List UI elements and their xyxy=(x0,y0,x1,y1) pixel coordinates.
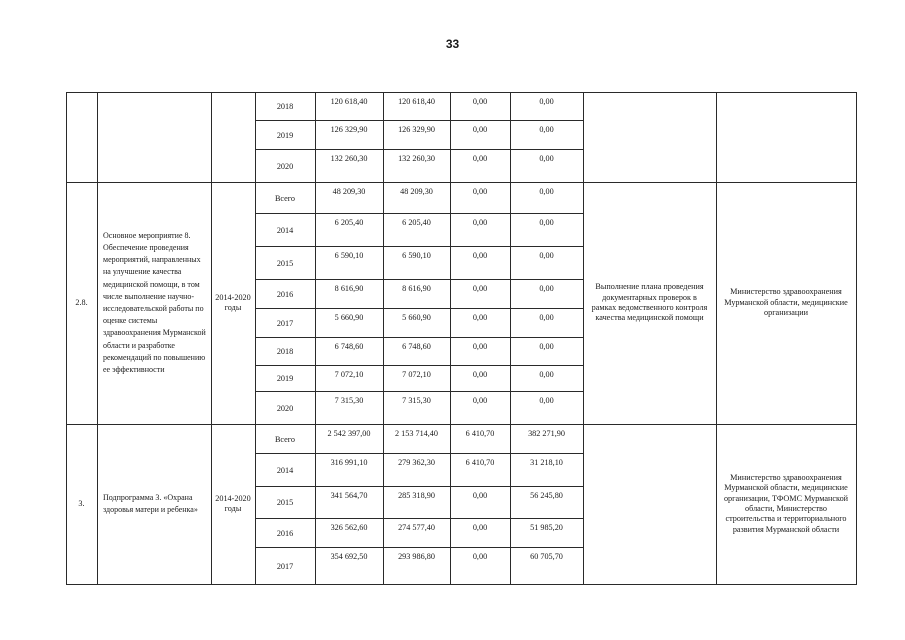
amount-federal: 0,00 xyxy=(472,342,488,351)
year-cell: Всего xyxy=(274,194,296,203)
amount-regional: 293 986,80 xyxy=(398,552,435,561)
amount-other: 0,00 xyxy=(539,187,554,196)
year-cell: 2015 xyxy=(276,498,294,507)
item-result: Выполнение плана проведения документарных проверок в рамках ведомственного контроля качества медицинской помощи xyxy=(591,282,708,323)
amount-other: 0,00 xyxy=(539,154,554,163)
amount-regional: 6 590,10 xyxy=(402,251,431,260)
item-code: 3. xyxy=(78,498,85,508)
amount-federal: 0,00 xyxy=(472,284,488,293)
column-border xyxy=(450,92,451,585)
amount-regional: 48 209,30 xyxy=(400,187,433,196)
amount-other: 382 271,90 xyxy=(528,429,565,438)
amount-federal: 0,00 xyxy=(472,491,488,500)
amount-total: 6 205,40 xyxy=(334,218,364,227)
amount-federal: 0,00 xyxy=(472,552,488,561)
amount-total: 316 991,10 xyxy=(330,458,368,467)
amount-other: 60 705,70 xyxy=(530,552,563,561)
amount-federal: 0,00 xyxy=(472,125,488,134)
page-number: 33 xyxy=(445,37,460,51)
amount-total: 354 692,50 xyxy=(330,552,368,561)
amount-other: 0,00 xyxy=(539,313,554,322)
amount-total: 120 618,40 xyxy=(330,97,368,106)
amount-federal: 0,00 xyxy=(472,396,488,405)
item-executor: Министерство здравоохранения Мурманской области, медицинские организации, ТФОМС Мурманской области, Министерство строительства и территориального развития Мурманской области xyxy=(723,472,849,534)
amount-regional: 132 260,30 xyxy=(398,154,435,163)
row-border xyxy=(255,518,583,519)
year-cell: 2020 xyxy=(276,162,294,171)
amount-regional: 285 318,90 xyxy=(398,491,435,500)
row-border xyxy=(255,547,583,548)
amount-regional: 7 315,30 xyxy=(402,396,431,405)
amount-regional: 120 618,40 xyxy=(398,97,435,106)
column-border xyxy=(255,92,256,585)
amount-regional: 274 577,40 xyxy=(398,523,435,532)
column-border xyxy=(97,92,98,585)
amount-other: 51 985,20 xyxy=(530,523,563,532)
column-border xyxy=(211,92,212,585)
amount-total: 341 564,70 xyxy=(330,491,368,500)
column-border xyxy=(583,92,584,585)
amount-other: 0,00 xyxy=(539,251,554,260)
year-cell: 2016 xyxy=(276,290,294,299)
amount-federal: 0,00 xyxy=(472,97,488,106)
year-cell: 2014 xyxy=(276,466,294,475)
amount-total: 8 616,90 xyxy=(334,284,364,293)
amount-other: 31 218,10 xyxy=(530,458,563,467)
amount-federal: 0,00 xyxy=(472,370,488,379)
row-border xyxy=(255,391,583,392)
amount-federal: 0,00 xyxy=(472,154,488,163)
amount-total: 7 072,10 xyxy=(334,370,364,379)
row-border xyxy=(255,453,583,454)
amount-other: 0,00 xyxy=(539,342,554,351)
item-period: 2014-2020 годы xyxy=(215,292,251,312)
item-title: Основное мероприятие 8. Обеспечение проведения мероприятий, направленных на улучшение качества медицинской помощи, в том числе выполнение научно-исследовательской работы по оценке системы здравоохранения Мурманской области и разработке рекомендаций по повышению ее эффективности xyxy=(103,230,206,375)
amount-total: 126 329,90 xyxy=(330,125,368,134)
amount-federal: 6 410,70 xyxy=(465,458,495,467)
row-border xyxy=(255,279,583,280)
row-border xyxy=(66,584,857,585)
row-border xyxy=(255,365,583,366)
amount-regional: 126 329,90 xyxy=(398,125,435,134)
year-cell: Всего xyxy=(274,435,296,444)
amount-federal: 0,00 xyxy=(472,218,488,227)
amount-other: 0,00 xyxy=(539,396,554,405)
item-executor: Министерство здравоохранения Мурманской области, медицинские организации xyxy=(724,287,848,318)
column-border xyxy=(383,92,384,585)
row-border xyxy=(255,486,583,487)
amount-federal: 0,00 xyxy=(472,523,488,532)
year-cell: 2015 xyxy=(276,259,294,268)
column-border xyxy=(716,92,717,585)
year-cell: 2018 xyxy=(276,347,294,356)
amount-other: 0,00 xyxy=(539,125,554,134)
row-border xyxy=(255,308,583,309)
amount-other: 0,00 xyxy=(539,284,554,293)
amount-total: 5 660,90 xyxy=(334,313,364,322)
column-border xyxy=(856,92,857,585)
amount-total: 6 590,10 xyxy=(334,251,364,260)
amount-total: 2 542 397,00 xyxy=(327,429,371,438)
amount-other: 0,00 xyxy=(539,370,554,379)
amount-total: 6 748,60 xyxy=(334,342,364,351)
amount-regional: 6 748,60 xyxy=(402,342,431,351)
year-cell: 2020 xyxy=(276,404,294,413)
amount-other: 0,00 xyxy=(539,97,554,106)
amount-regional: 279 362,30 xyxy=(398,458,435,467)
row-border xyxy=(255,149,583,150)
amount-federal: 0,00 xyxy=(472,251,488,260)
year-cell: 2014 xyxy=(276,226,294,235)
item-period: 2014-2020 годы xyxy=(215,493,251,513)
year-cell: 2017 xyxy=(276,319,294,328)
amount-other: 0,00 xyxy=(539,218,554,227)
amount-regional: 6 205,40 xyxy=(402,218,431,227)
amount-regional: 8 616,90 xyxy=(402,284,431,293)
amount-total: 7 315,30 xyxy=(334,396,364,405)
year-cell: 2017 xyxy=(276,562,294,571)
amount-total: 326 562,60 xyxy=(330,523,368,532)
row-border xyxy=(66,92,857,93)
amount-regional: 2 153 714,40 xyxy=(395,429,438,438)
amount-federal: 0,00 xyxy=(472,187,488,196)
row-border xyxy=(255,213,583,214)
amount-regional: 5 660,90 xyxy=(402,313,431,322)
item-title: Подпрограмма 3. «Охрана здоровья матери и ребенка» xyxy=(103,492,198,514)
year-cell: 2019 xyxy=(276,374,294,383)
row-border xyxy=(255,246,583,247)
amount-total: 48 209,30 xyxy=(332,187,366,196)
row-border xyxy=(255,337,583,338)
amount-federal: 0,00 xyxy=(472,313,488,322)
amount-federal: 6 410,70 xyxy=(465,429,495,438)
item-code: 2.8. xyxy=(75,297,88,307)
amount-other: 56 245,80 xyxy=(530,491,563,500)
year-cell: 2016 xyxy=(276,529,294,538)
column-border xyxy=(315,92,316,585)
year-cell: 2018 xyxy=(276,102,294,111)
amount-total: 132 260,30 xyxy=(330,154,368,163)
year-cell: 2019 xyxy=(276,131,294,140)
amount-regional: 7 072,10 xyxy=(402,370,431,379)
row-border xyxy=(255,120,583,121)
column-border xyxy=(510,92,511,585)
